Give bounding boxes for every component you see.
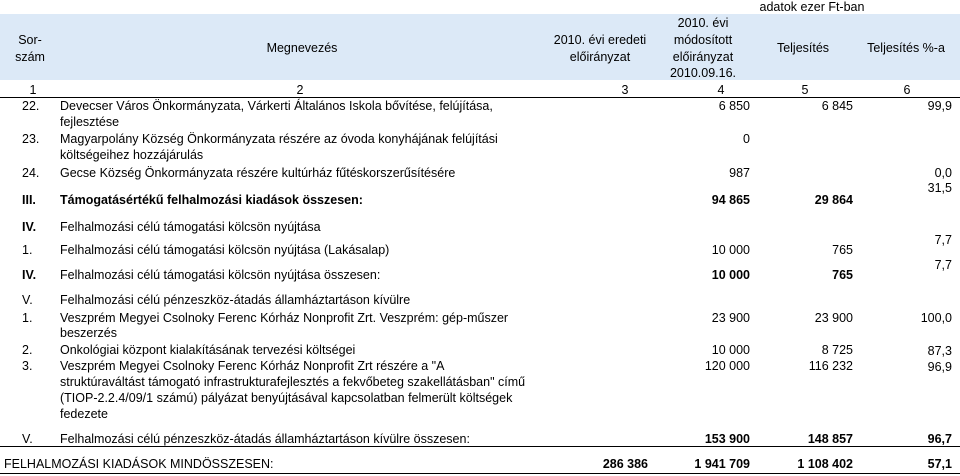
row-v-1-pct: 100,0 (920, 311, 952, 325)
row-v-2-no: 2. (22, 343, 33, 357)
header-sorszam-2: szám (15, 50, 45, 64)
row-23-name-1: Magyarpolány Község Önkormányzata részére az óvoda konyhájának felújítási (60, 132, 498, 146)
row-24-mod: 987 (729, 166, 750, 180)
row-22-name-1: Devecser Város Önkormányzata, Várkerti Általános Iskola bővítése, felújítása, (60, 99, 493, 113)
row-v-3-telj: 116 232 (808, 359, 853, 373)
row-v-sum-no: V. (22, 432, 33, 446)
row-v-1-name-1: Veszprém Megyei Csolnoky Ferenc Kórház Nonprofit Zrt. Veszprém: gép-műszer (60, 311, 509, 325)
row-v-head-no: V. (22, 293, 33, 307)
row-iv-head-no: IV. (22, 220, 37, 234)
row-v-sum-telj: 148 857 (807, 432, 853, 446)
total-eredeti: 286 386 (602, 457, 648, 471)
row-iv-sum-name: Felhalmozási célú támogatási kölcsön nyújtása összesen: (60, 268, 381, 282)
row-22-name-2: fejlesztése (60, 115, 120, 129)
header-teljesites-pct: Teljesítés %-a (867, 41, 945, 55)
row-iv-sum-mod: 10 000 (711, 268, 750, 282)
row-iv-sum-no: IV. (22, 268, 37, 282)
row-iii-name: Támogatásértékű felhalmozási kiadások összesen: (60, 193, 363, 207)
header-megnevezes: Megnevezés (266, 41, 338, 55)
row-iii-pct: 31,5 (927, 181, 952, 195)
header-modositott-2: módosított (673, 33, 733, 47)
colnum-4: 4 (717, 83, 725, 97)
row-22-no: 22. (22, 99, 40, 113)
header-modositott-1: 2010. évi (677, 16, 729, 30)
row-iv-1-no: 1. (22, 243, 33, 257)
row-v-1-telj: 23 900 (814, 311, 853, 325)
row-iv-1-telj: 765 (832, 243, 853, 257)
row-iv-head-name: Felhalmozási célú támogatási kölcsön nyújtása (60, 220, 321, 234)
header-modositott-3: előirányzat (672, 50, 734, 64)
row-22-mod: 6 850 (718, 99, 750, 113)
row-v-sum-name: Felhalmozási célú pénzeszköz-átadás államháztartáson kívülre összesen: (60, 432, 470, 446)
row-v-2-name: Onkológiai központ kialakításának tervezési költségei (60, 343, 356, 357)
row-v-1-mod: 23 900 (711, 311, 750, 325)
colnum-1: 1 (29, 83, 37, 97)
row-22-telj: 6 845 (821, 99, 853, 113)
row-iii-no: III. (22, 193, 36, 207)
row-22-pct: 99,9 (927, 99, 952, 113)
row-v-1-no: 1. (22, 311, 33, 325)
row-v-3-pct: 96,9 (927, 360, 952, 374)
row-v-2-pct: 87,3 (927, 344, 952, 358)
row-23-no: 23. (22, 132, 40, 146)
divider-bottom (0, 473, 960, 474)
total-pct: 57,1 (927, 457, 952, 471)
row-v-3-mod: 120 000 (704, 359, 750, 373)
colnum-2: 2 (296, 83, 304, 97)
row-v-2-telj: 8 725 (821, 343, 853, 357)
row-iv-sum-telj: 765 (832, 268, 853, 282)
total-telj: 1 108 402 (797, 457, 853, 471)
unit-note: adatok ezer Ft-ban (759, 0, 865, 14)
row-23-mod: 0 (743, 132, 750, 146)
row-23-name-2: költségeihez hozzájárulás (60, 148, 204, 162)
divider-after-colnums (0, 97, 960, 98)
header-eredeti-2: előirányzat (569, 50, 631, 64)
row-v-sum-mod: 153 900 (704, 432, 750, 446)
colnum-3: 3 (621, 83, 629, 97)
row-v-3-no: 3. (22, 359, 33, 373)
row-v-3-name-2: struktúraváltást támogató infrastrukturafejlesztés a fekvőbeteg szakellátásban" című (60, 375, 526, 389)
row-v-3-name-3: (TIOP-2.2.4/09/1 számú) pályázat benyújtásával kapcsolatban felmerült költségek (60, 391, 513, 405)
row-v-3-name-4: fedezete (60, 407, 108, 421)
row-v-head-name: Felhalmozási célú pénzeszköz-átadás államháztartáson kívülre (60, 293, 411, 307)
row-iv-1-pct: 7,7 (934, 233, 952, 247)
row-iii-telj: 29 864 (814, 193, 853, 207)
row-v-3-name-1: Veszprém Megyei Csolnoky Ferenc Kórház Nonprofit Zrt részére a "A (60, 359, 445, 373)
row-24-no: 24. (22, 166, 40, 180)
header-sorszam-1: Sor- (18, 33, 42, 47)
header-eredeti-1: 2010. évi eredeti (553, 33, 647, 47)
row-iv-1-name: Felhalmozási célú támogatási kölcsön nyújtása (Lakásalap) (60, 243, 390, 257)
header-teljesites: Teljesítés (776, 41, 830, 55)
row-v-1-name-2: beszerzés (60, 326, 117, 340)
colnum-6: 6 (903, 83, 911, 97)
row-iii-mod: 94 865 (711, 193, 750, 207)
total-mod: 1 941 709 (694, 457, 750, 471)
header-modositott-4: 2010.09.16. (669, 66, 737, 80)
row-v-2-mod: 10 000 (711, 343, 750, 357)
row-24-pct: 0,0 (934, 166, 952, 180)
row-v-sum-pct: 96,7 (927, 432, 952, 446)
divider-before-total (0, 446, 960, 447)
total-name: FELHALMOZÁSI KIADÁSOK MINDÖSSZESEN: (4, 457, 274, 471)
colnum-5: 5 (801, 83, 809, 97)
row-iv-sum-pct: 7,7 (934, 258, 952, 272)
row-iv-1-mod: 10 000 (711, 243, 750, 257)
row-24-name: Gecse Község Önkormányzata részére kultúrház fűtéskorszerűsítésére (60, 166, 456, 180)
